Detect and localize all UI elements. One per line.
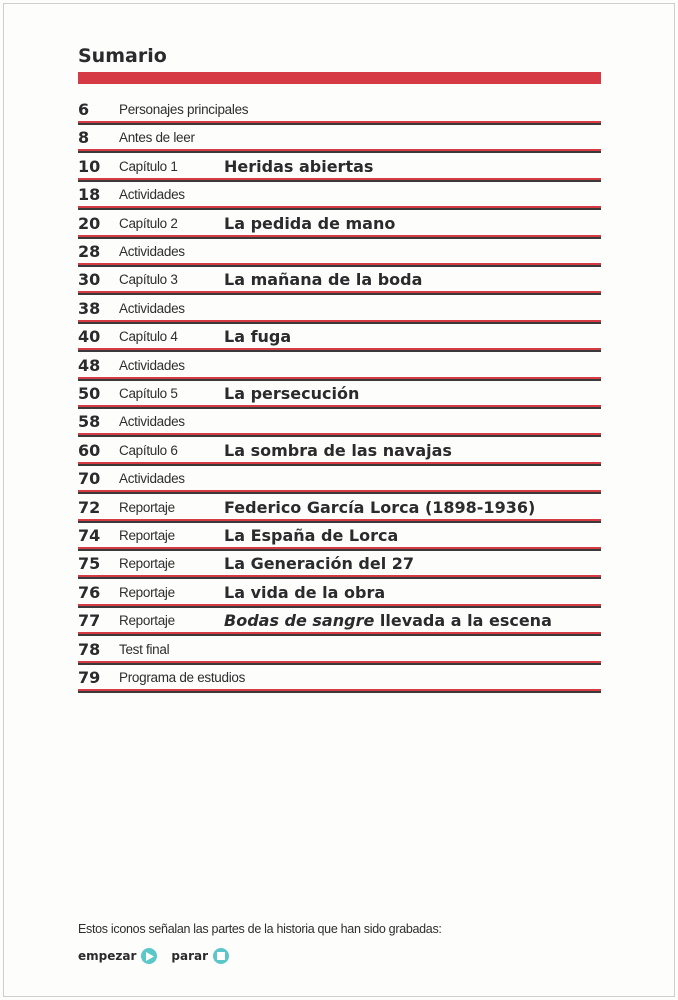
- entry-rule: [78, 405, 601, 409]
- page-number: 28: [78, 242, 101, 261]
- page-number: 76: [78, 582, 101, 602]
- entry-label: Reportaje: [119, 556, 175, 572]
- entry-label: Capítulo 1: [119, 158, 178, 174]
- entry-rule: [78, 121, 601, 125]
- entry-rule: [78, 490, 601, 494]
- entry-title: La España de Lorca: [224, 526, 399, 545]
- toc-entry: [78, 495, 601, 523]
- entry-label: Personajes principales: [119, 102, 249, 117]
- entry-rule: [78, 519, 601, 523]
- entry-label: Capítulo 3: [119, 272, 178, 288]
- entry-title: La sombra de las navajas: [224, 440, 452, 460]
- page-number: 30: [78, 270, 101, 290]
- entry-label: Actividades: [119, 414, 185, 430]
- page-number: 48: [78, 355, 101, 375]
- entry-title: [224, 611, 552, 630]
- entry-label: Reportaje: [119, 613, 175, 629]
- toc-entry: [78, 182, 601, 210]
- toc-entry: [78, 637, 601, 665]
- entry-label: Actividades: [119, 187, 185, 203]
- entry-rule: [78, 377, 601, 381]
- entry-rule: [78, 320, 601, 324]
- entry-label: Actividades: [119, 357, 185, 373]
- rule-dark: [78, 691, 601, 693]
- toc-entry: [78, 466, 601, 494]
- page-number: 72: [78, 497, 101, 517]
- page-number: 77: [78, 611, 101, 631]
- entry-rule: [78, 348, 601, 352]
- page-number: 50: [78, 384, 101, 403]
- stop-label: parar: [171, 949, 208, 963]
- toc-entry: [78, 239, 601, 267]
- toc-entry: [78, 665, 601, 693]
- entry-label: Capítulo 4: [119, 329, 178, 345]
- toc-entry: [78, 523, 601, 551]
- entry-rule: [78, 575, 601, 579]
- entry-label: Capítulo 5: [119, 386, 178, 401]
- page-number: 74: [78, 526, 101, 545]
- entry-rule: [78, 632, 601, 636]
- entry-rule: [78, 206, 601, 210]
- entry-rule: [78, 235, 601, 239]
- entry-label: Capítulo 2: [119, 215, 178, 231]
- page-number: 78: [78, 639, 101, 659]
- entry-rule: [78, 149, 601, 153]
- toc-entry: [78, 296, 601, 324]
- entry-rule: [78, 433, 601, 437]
- toc-entry: [78, 267, 601, 295]
- start-label: empezar: [78, 949, 137, 963]
- toc-entry: [78, 551, 601, 579]
- entry-title: La persecución: [224, 384, 360, 403]
- entry-label: Test final: [119, 641, 170, 657]
- entry-label: Actividades: [119, 471, 185, 487]
- entry-rule: [78, 547, 601, 551]
- entry-label: Reportaje: [119, 499, 175, 515]
- audio-note: Estos iconos señalan las partes de la historia que han sido grabadas:: [78, 922, 442, 936]
- entry-label: Antes de leer: [119, 130, 195, 146]
- toc-entry: [78, 211, 601, 239]
- play-icon: [141, 948, 157, 964]
- toc-entry: [78, 324, 601, 352]
- entry-title: La fuga: [224, 327, 292, 347]
- entry-title: La mañana de la boda: [224, 270, 423, 290]
- entry-rule: [78, 263, 601, 267]
- page-number: 38: [78, 298, 101, 318]
- entry-title-italic: Bodas de sangre: [224, 611, 375, 631]
- page-number: 40: [78, 327, 101, 347]
- page-number: 20: [78, 213, 101, 233]
- audio-legend: [78, 947, 243, 965]
- entry-label: Actividades: [119, 300, 185, 316]
- toc-entry: [78, 608, 601, 636]
- page-number: 79: [78, 668, 101, 687]
- entry-rule: [78, 661, 601, 665]
- entry-rule: [78, 604, 601, 608]
- toc-entry: [78, 353, 601, 381]
- entry-label: Capítulo 6: [119, 442, 178, 458]
- entry-title-rest: llevada a la escena: [374, 611, 552, 631]
- page-number: 75: [78, 554, 101, 574]
- toc-entry: [78, 580, 601, 608]
- page-title: Sumario: [78, 45, 167, 67]
- entry-label: Actividades: [119, 244, 185, 259]
- toc-entry: [78, 409, 601, 437]
- title-rule: [78, 72, 601, 84]
- page-number: 18: [78, 185, 101, 205]
- entry-label: Reportaje: [119, 584, 175, 600]
- entry-title: La Generación del 27: [224, 554, 415, 574]
- entry-title: La vida de la obra: [224, 582, 386, 602]
- toc-entry: [78, 97, 601, 125]
- page-number: 58: [78, 412, 101, 432]
- entry-rule: [78, 178, 601, 182]
- entry-label: Programa de estudios: [119, 670, 246, 685]
- page-number: 6: [78, 100, 90, 119]
- page-number: 60: [78, 440, 101, 460]
- toc-entry: [78, 438, 601, 466]
- entry-rule: [78, 462, 601, 466]
- entry-rule: [78, 291, 601, 295]
- toc-entry: [78, 154, 601, 182]
- entry-title: Heridas abiertas: [224, 156, 374, 176]
- page-number: 8: [78, 128, 90, 148]
- entry-rule: [78, 689, 601, 693]
- stop-icon: [213, 948, 229, 964]
- page-number: 70: [78, 469, 101, 489]
- page-number: 10: [78, 156, 101, 176]
- entry-title: Federico García Lorca (1898-1936): [224, 497, 536, 517]
- entry-label: Reportaje: [119, 528, 175, 543]
- entry-title: La pedida de mano: [224, 213, 396, 233]
- toc-entry: [78, 381, 601, 409]
- toc-entry: [78, 125, 601, 153]
